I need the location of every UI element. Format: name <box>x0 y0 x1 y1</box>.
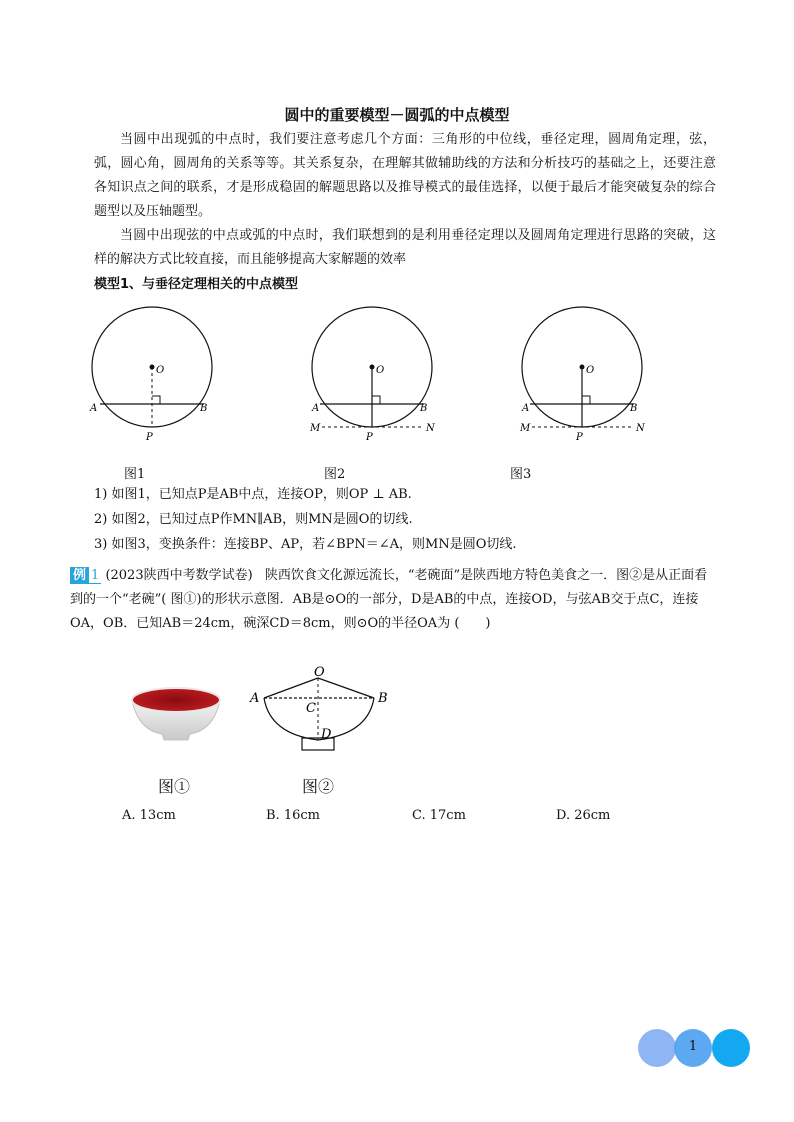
label-A: A <box>522 403 530 414</box>
example-block <box>70 564 716 636</box>
choice-d: D. 26cm <box>556 808 611 823</box>
label-B: B <box>200 403 208 414</box>
label-N: N <box>636 423 645 434</box>
label-B: B <box>630 403 638 414</box>
caption-figure-2: 图2 <box>324 467 346 482</box>
label-N: N <box>426 423 435 434</box>
figure-1 <box>84 300 224 448</box>
intro-paragraph-1: 当圆中出现弧的中点时，我们要注意考虑几个方面：三角形的中位线，垂径定理，圆周角定理，弦，弧，圆心角，圆周角的关系等等。其关系复杂，在理解其做辅助线的方法和分析技巧的基础之上，还要注意各知识点之间的联系，才是形成稳固的解题思路以及推导模式的最佳选择，以便于最后才能突破复杂的综合题型以及压轴题型。 <box>94 132 716 219</box>
label-P: P <box>576 432 583 443</box>
statement-2: 2) 如图2，已知过点P作MN∥AB，则MN是圆O的切线. <box>94 512 413 527</box>
label-P: P <box>366 432 373 443</box>
label-B: B <box>378 691 388 706</box>
label-O: O <box>314 665 325 680</box>
statement-3: 3) 如图3，变换条件：连接BP、AP，若∠BPN＝∠A，则MN是圆O切线. <box>94 537 517 552</box>
example-text: 陕西饮食文化源远流长，“老碗面”是陕西地方特色美食之一．图②是从正面看到的一个“老碗”( 图①)的形状示意图．AB是⊙O的一部分，D是AB的中点，连接OD，与弦AB交于点C，连接OA，OB．已知AB＝24cm，碗深CD＝8cm，则⊙O的半径OA为 ( ) <box>70 568 708 631</box>
figure-2 <box>304 300 444 448</box>
label-O: O <box>156 365 165 376</box>
intro-paragraph-2: 当圆中出现弦的中点或弧的中点时，我们联想到的是利用垂径定理以及圆周角定理进行思路的突破，这样的解决方式比较直接，而且能够提高大家解题的效率 <box>94 228 716 267</box>
label-A: A <box>90 403 98 414</box>
label-C: C <box>306 701 316 716</box>
example-number: 1 <box>91 568 100 583</box>
label-M: M <box>310 423 321 434</box>
label-A: A <box>312 403 320 414</box>
page-dot-left <box>638 1029 676 1067</box>
label-P: P <box>146 432 153 443</box>
page-dot-right <box>712 1029 750 1067</box>
figure-3 <box>514 300 654 448</box>
caption-figure-circled-2: 图② <box>302 777 335 796</box>
page-title: 圆中的重要模型－圆弧的中点模型 <box>284 106 510 124</box>
page-number: 1 <box>688 1039 698 1054</box>
label-D: D <box>321 727 332 742</box>
choice-b: B. 16cm <box>266 808 320 823</box>
statement-1: 1) 如图1，已知点P是AB中点，连接OP，则OP ⊥ AB. <box>94 487 412 502</box>
bowl-photo <box>128 682 224 742</box>
label-B: B <box>420 403 428 414</box>
model-heading: 模型1、与垂径定理相关的中点模型 <box>94 277 299 292</box>
choice-a: A. 13cm <box>122 808 176 823</box>
label-M: M <box>520 423 531 434</box>
choice-c: C. 17cm <box>412 808 466 823</box>
example-tag: 例 <box>70 567 89 584</box>
caption-figure-circled-1: 图① <box>158 777 191 796</box>
caption-figure-1: 图1 <box>124 467 146 482</box>
label-A: A <box>250 691 260 706</box>
bowl-diagram <box>246 662 396 762</box>
label-O: O <box>376 365 385 376</box>
caption-figure-3: 图3 <box>510 467 532 482</box>
example-source: (2023陕西中考数学试卷) <box>105 568 253 583</box>
label-O: O <box>586 365 595 376</box>
